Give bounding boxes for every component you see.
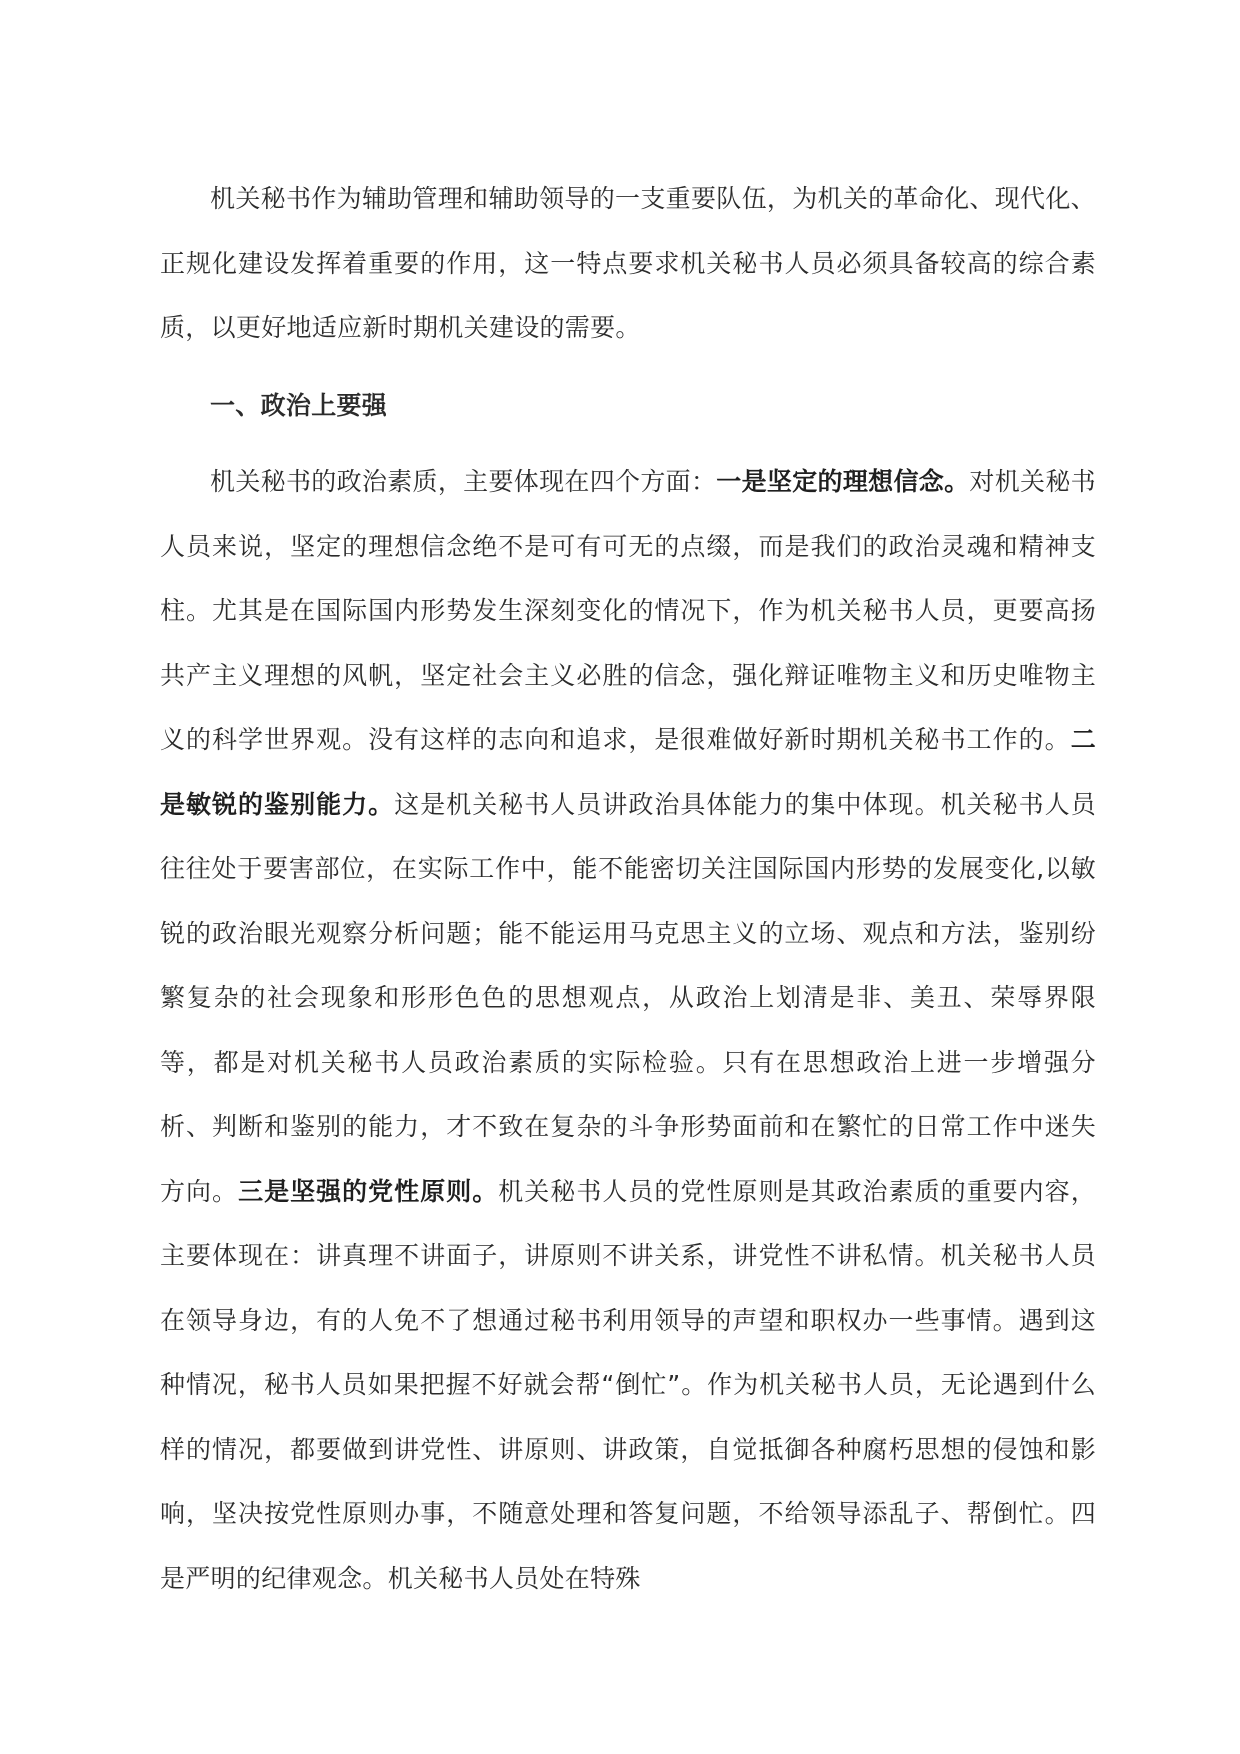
- intro-paragraph: 机关秘书作为辅助管理和辅助领导的一支重要队伍，为机关的革命化、现代化、正规化建设发挥着重要的作用，这一特点要求机关秘书人员必须具备较高的综合素质，以更好地适应新时期机关建设的需要。: [160, 184, 1096, 342]
- document-body: [160, 167, 1096, 1611]
- body-lead: 机关秘书的政治素质，主要体现在四个方面：: [210, 467, 717, 496]
- body-paragraph: [160, 450, 1096, 1611]
- point2-title: 二是敏锐的鉴别能力。: [160, 725, 1096, 819]
- point3-text: 机关秘书人员的党性原则是其政治素质的重要内容，主要体现在：讲真理不讲面子，讲原则不讲关系，讲党性不讲私情。机关秘书人员在领导身边，有的人免不了想通过秘书利用领导的声望和职权办一些事情。遇到这种情况，秘书人员如果把握不好就会帮“倒忙”。作为机关秘书人员，无论遇到什么样的情况，都要做到讲党性、讲原则、讲政策，自觉抵御各种腐朽思想的侵蚀和影响，坚决按党性原则办事，不随意处理和答复问题，不给领导添乱子、帮倒忙。四是严明的纪律观念。机关秘书人员处在特殊: [160, 1176, 1096, 1593]
- point1-title: 一是坚定的理想信念。: [716, 467, 970, 496]
- section-heading: 一、政治上要强: [210, 390, 388, 420]
- point1-text: 对机关秘书人员来说，坚定的理想信念绝不是可有可无的点缀，而是我们的政治灵魂和精神支柱。尤其是在国际国内形势发生深刻变化的情况下，作为机关秘书人员，更要高扬共产主义理想的风帆，坚定社会主义必胜的信念，强化辩证唯物主义和历史唯物主义的科学世界观。没有这样的志向和追求，是很难做好新时期机关秘书工作的。: [160, 467, 1096, 754]
- point3-title: 三是坚强的党性原则。: [238, 1176, 499, 1206]
- point2-text: 这是机关秘书人员讲政治具体能力的集中体现。机关秘书人员往往处于要害部位，在实际工作中，能不能密切关注国际国内形势的发展变化,以敏锐的政治眼光观察分析问题；能不能运用马克思主义的立场、观点和方法，鉴别纷繁复杂的社会现象和形形色色的思想观点，从政治上划清是非、美丑、荣辱界限等，都是对机关秘书人员政治素质的实际检验。只有在思想政治上进一步增强分析、判断和鉴别的能力，才不致在复杂的斗争形势面前和在繁忙的日常工作中迷失方向。: [160, 789, 1097, 1206]
